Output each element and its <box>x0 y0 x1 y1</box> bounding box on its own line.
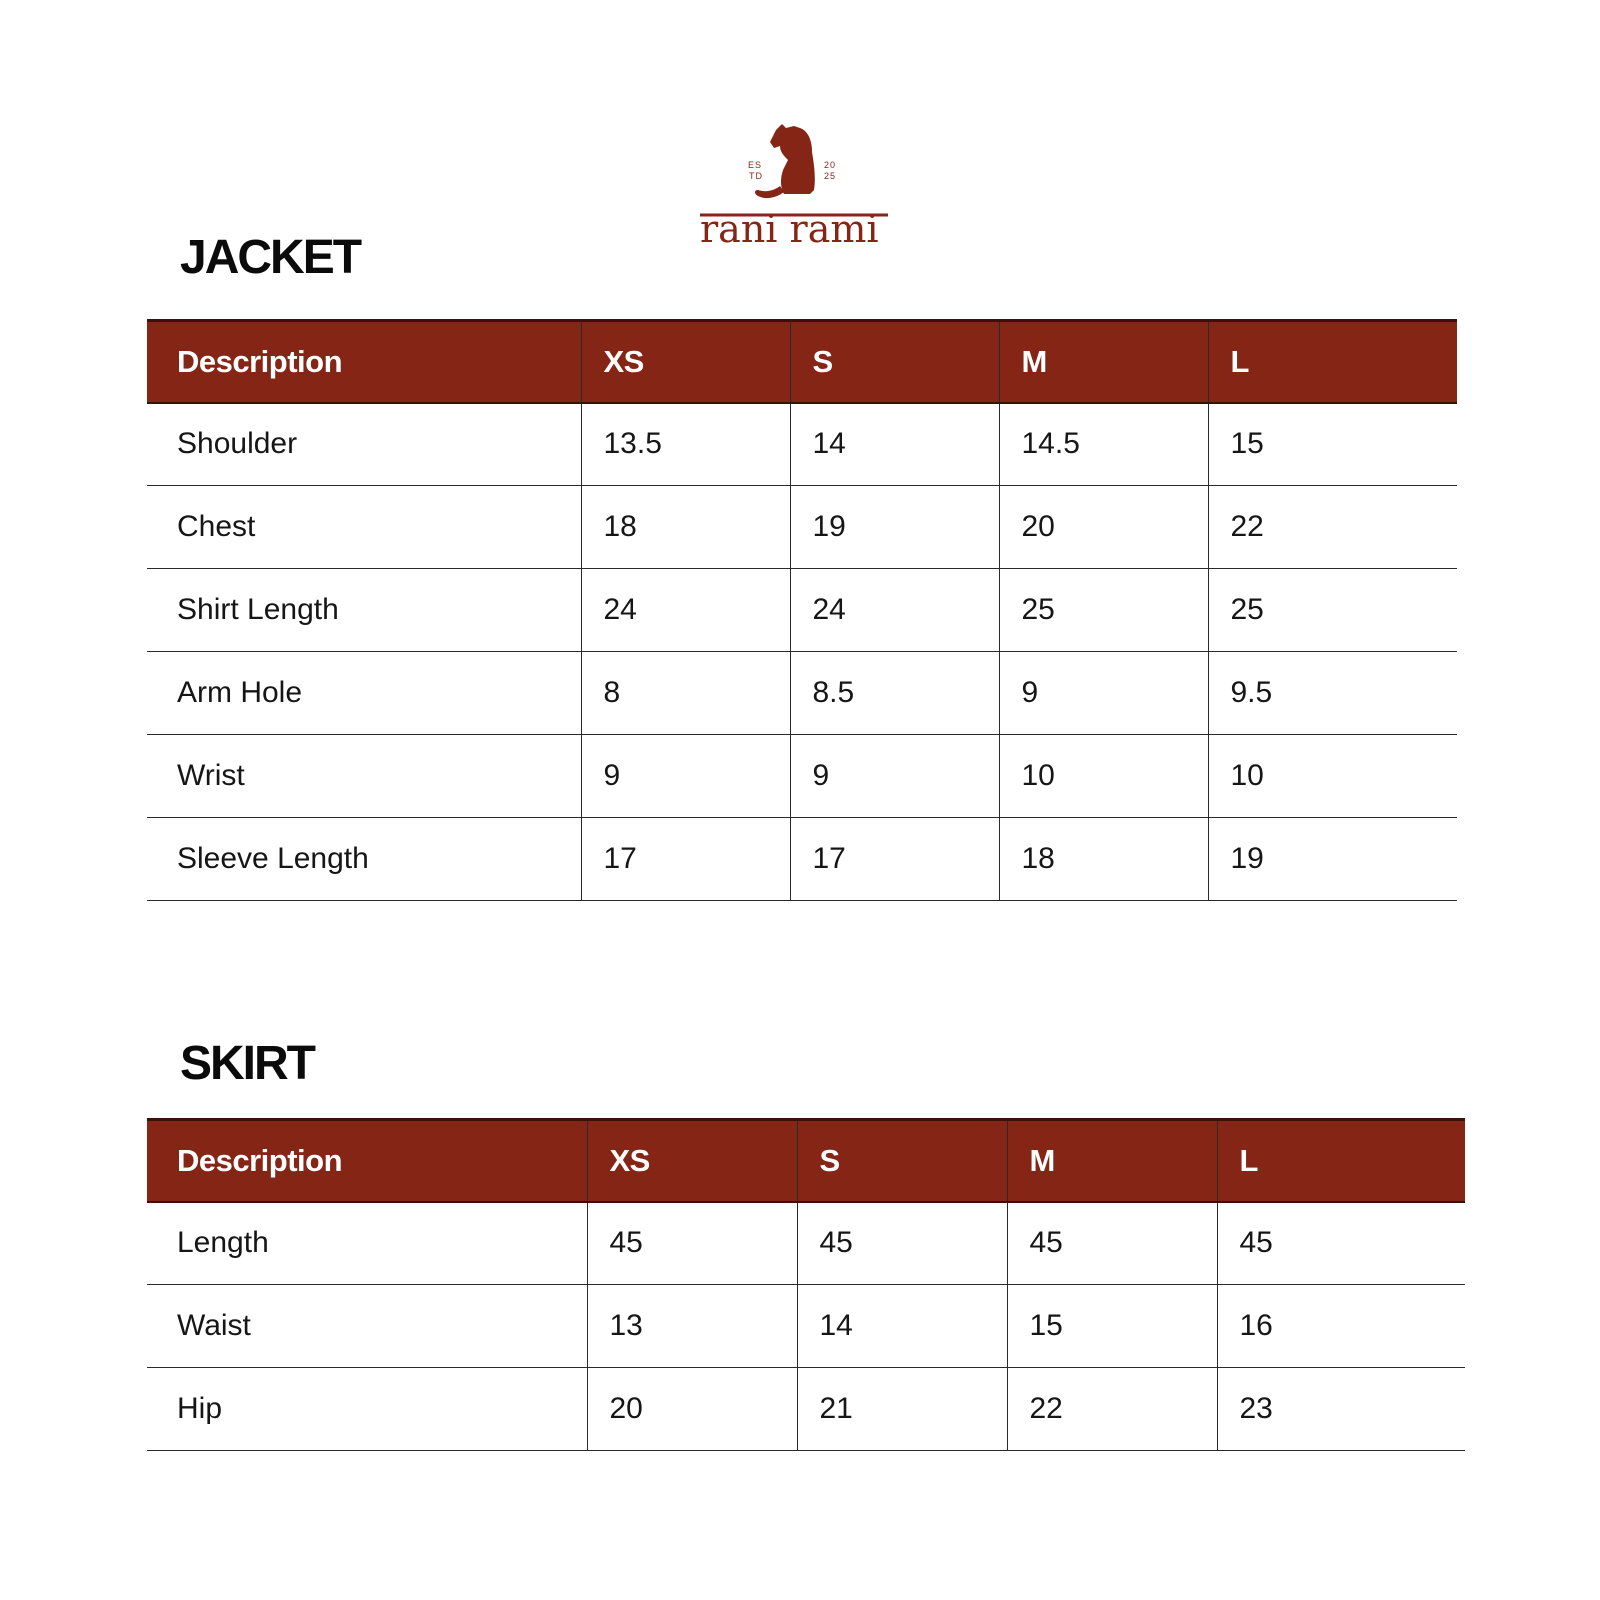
measurement-label: Length <box>147 1202 587 1285</box>
measurement-value: 24 <box>790 569 999 652</box>
measurement-value: 15 <box>1007 1285 1217 1368</box>
jacket-size-table <box>147 319 1457 901</box>
table-row <box>147 818 1457 901</box>
brand-est-left-1: ES <box>748 160 763 170</box>
measurement-label: Shirt Length <box>147 569 581 652</box>
measurement-value: 22 <box>1007 1368 1217 1451</box>
measurement-value: 13 <box>587 1285 797 1368</box>
measurement-label: Shoulder <box>147 403 581 486</box>
column-header-size: S <box>797 1120 1007 1202</box>
measurement-label: Wrist <box>147 735 581 818</box>
table-row <box>147 1202 1465 1285</box>
measurement-value: 14 <box>797 1285 1007 1368</box>
measurement-value: 25 <box>1208 569 1457 652</box>
measurement-value: 15 <box>1208 403 1457 486</box>
measurement-value: 19 <box>790 486 999 569</box>
measurement-value: 13.5 <box>581 403 790 486</box>
measurement-value: 45 <box>1007 1202 1217 1285</box>
measurement-value: 9 <box>790 735 999 818</box>
measurement-value: 14 <box>790 403 999 486</box>
measurement-value: 45 <box>1217 1202 1465 1285</box>
column-header-size: M <box>1007 1120 1217 1202</box>
measurement-value: 8.5 <box>790 652 999 735</box>
brand-logo <box>700 118 910 258</box>
measurement-value: 20 <box>587 1368 797 1451</box>
measurement-value: 8 <box>581 652 790 735</box>
measurement-value: 18 <box>999 818 1208 901</box>
measurement-value: 9 <box>999 652 1208 735</box>
tiger-emblem-icon <box>755 124 815 198</box>
table-row <box>147 569 1457 652</box>
measurement-value: 17 <box>581 818 790 901</box>
brand-est-left-2: TD <box>749 171 763 181</box>
measurement-value: 45 <box>797 1202 1007 1285</box>
measurement-value: 16 <box>1217 1285 1465 1368</box>
measurement-label: Hip <box>147 1368 587 1451</box>
measurement-value: 19 <box>1208 818 1457 901</box>
measurement-value: 17 <box>790 818 999 901</box>
brand-wordmark: rani rami <box>700 207 879 251</box>
measurement-label: Chest <box>147 486 581 569</box>
measurement-value: 20 <box>999 486 1208 569</box>
jacket-section-title: JACKET <box>180 231 361 284</box>
measurement-value: 9 <box>581 735 790 818</box>
measurement-value: 23 <box>1217 1368 1465 1451</box>
column-header-size: XS <box>587 1120 797 1202</box>
brand-est-right-1: 20 <box>824 160 837 170</box>
column-header-description: Description <box>147 321 581 403</box>
measurement-value: 45 <box>587 1202 797 1285</box>
table-header-row <box>147 321 1457 403</box>
skirt-size-table <box>147 1118 1465 1451</box>
column-header-size: L <box>1217 1120 1465 1202</box>
measurement-value: 10 <box>999 735 1208 818</box>
measurement-value: 24 <box>581 569 790 652</box>
table-row <box>147 1285 1465 1368</box>
measurement-label: Sleeve Length <box>147 818 581 901</box>
table-row <box>147 735 1457 818</box>
table-row <box>147 1368 1465 1451</box>
brand-est-right-2: 25 <box>824 171 837 181</box>
table-row <box>147 403 1457 486</box>
measurement-label: Arm Hole <box>147 652 581 735</box>
column-header-size: XS <box>581 321 790 403</box>
measurement-value: 22 <box>1208 486 1457 569</box>
table-header-row <box>147 1120 1465 1202</box>
table-row <box>147 652 1457 735</box>
measurement-label: Waist <box>147 1285 587 1368</box>
measurement-value: 9.5 <box>1208 652 1457 735</box>
measurement-value: 10 <box>1208 735 1457 818</box>
column-header-description: Description <box>147 1120 587 1202</box>
column-header-size: L <box>1208 321 1457 403</box>
skirt-section-title: SKIRT <box>180 1037 314 1090</box>
measurement-value: 14.5 <box>999 403 1208 486</box>
table-row <box>147 486 1457 569</box>
measurement-value: 21 <box>797 1368 1007 1451</box>
measurement-value: 25 <box>999 569 1208 652</box>
column-header-size: S <box>790 321 999 403</box>
measurement-value: 18 <box>581 486 790 569</box>
column-header-size: M <box>999 321 1208 403</box>
